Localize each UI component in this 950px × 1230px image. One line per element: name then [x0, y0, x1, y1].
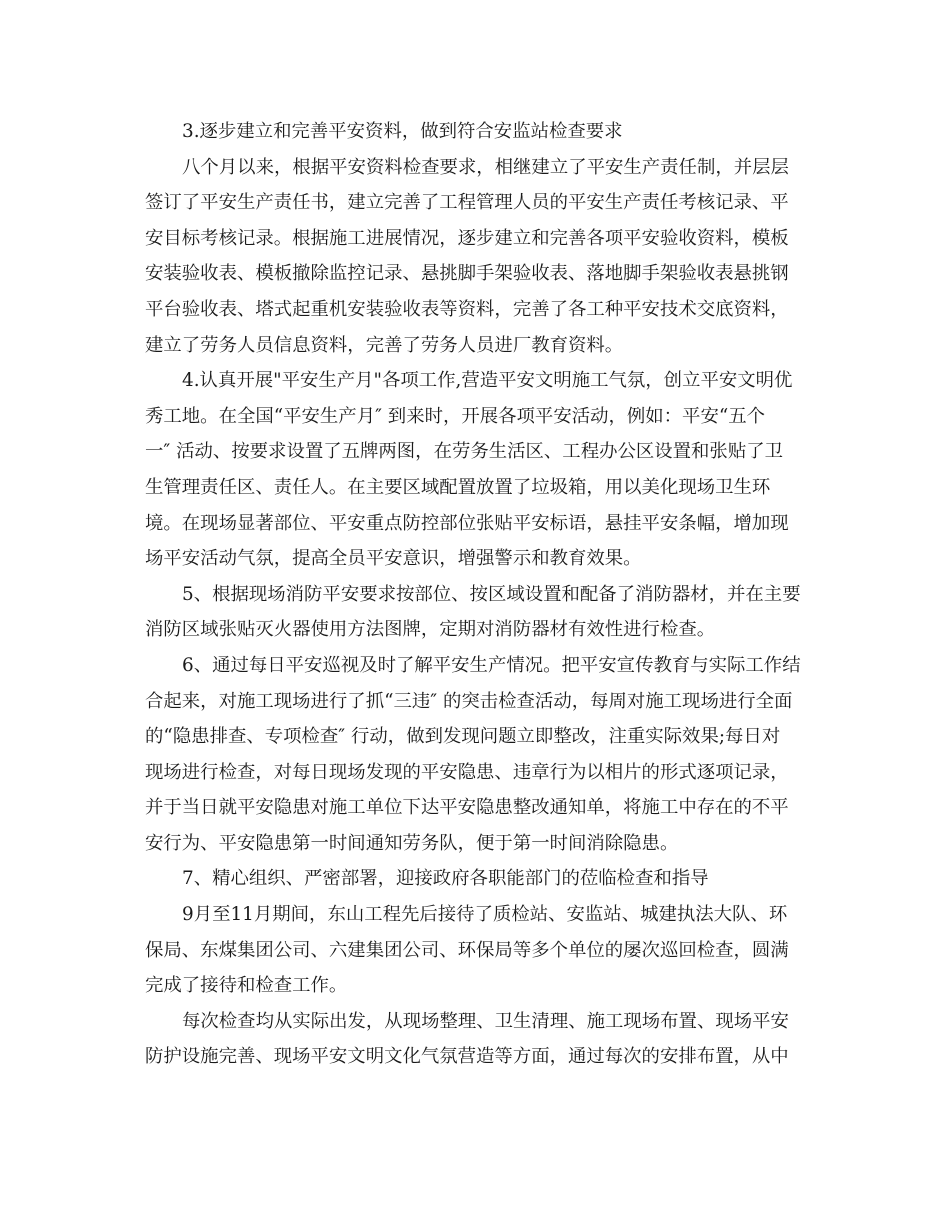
- text-line: 安行为、平安隐患第一时间通知劳务队，便于第一时间消除隐患。: [145, 832, 679, 854]
- text-line: 安装验收表、模板撤除监控记录、悬挑脚手架验收表、落地脚手架验收表悬挑钢: [145, 263, 789, 285]
- text-line: 生管理责任区、责任人。在主要区域配置放置了垃圾箱，用以美化现场卫生环: [145, 476, 771, 498]
- text-line: 秀工地。在全国“平安生产月″ 到来时，开展各项平安活动，例如：平安“五个: [145, 405, 766, 427]
- text-line: 八个月以来，根据平安资料检查要求，相继建立了平安生产责任制，并层层: [182, 156, 789, 178]
- text-line: 并于当日就平安隐患对施工单位下达平安隐患整改通知单，将施工中存在的不平: [145, 797, 789, 819]
- paragraph-4: [145, 577, 810, 648]
- paragraph-3: [145, 363, 810, 577]
- text-line: 每次检查均从实际出发，从现场整理、卫生清理、施工现场布置、现场平安: [182, 1010, 789, 1032]
- text-line: 建立了劳务人员信息资料，完善了劳务人员进厂教育资料。: [145, 334, 624, 356]
- text-line: 3.逐步建立和完善平安资料，做到符合安监站检查要求: [182, 121, 623, 142]
- text-line: 的“隐患排查、专项检查″ 行动，做到发现问题立即整改，注重实际效果;每日对: [145, 726, 781, 748]
- paragraph-5: [145, 648, 810, 862]
- text-line: 合起来，对施工现场进行了抓“三违″ 的突击检查活动，每周对施工现场进行全面: [145, 690, 793, 712]
- text-line: 4.认真开展"平安生产月"各项工作,营造平安文明施工气氛，创立平安文明优: [182, 370, 793, 392]
- text-line: 一″ 活动、按要求设置了五牌两图，在劳务生活区、工程办公区设置和张贴了卫: [145, 441, 783, 463]
- text-line: 场平安活动气氛，提高全员平安意识，增强警示和教育效果。: [145, 548, 642, 570]
- text-line: 5、根据现场消防平安要求按部位、按区域设置和配备了消防器材，并在主要: [182, 583, 801, 605]
- text-line: 现场进行检查，对每日现场发现的平安隐患、违章行为以相片的形式逐项记录，: [145, 761, 789, 783]
- text-line: 签订了平安生产责任书，建立完善了工程管理人员的平安生产责任考核记录、平: [145, 192, 789, 214]
- text-line: 6、通过每日平安巡视及时了解平安生产情况。把平安宣传教育与实际工作结: [182, 654, 801, 676]
- text-line: 平台验收表、塔式起重机安装验收表等资料，完善了各工种平安技术交底资料，: [145, 298, 789, 320]
- paragraph-2: [145, 150, 810, 364]
- paragraph-7: [145, 897, 810, 1004]
- paragraph-6: [145, 861, 810, 897]
- text-line: 9月至11月期间，东山工程先后接待了质检站、安监站、城建执法大队、环: [182, 904, 788, 926]
- text-line: 完成了接待和检查工作。: [145, 975, 348, 997]
- text-line: 保局、东煤集团公司、六建集团公司、环保局等多个单位的屡次巡回检查，圆满: [145, 939, 789, 961]
- text-line: 消防区域张贴灭火器使用方法图牌，定期对消防器材有效性进行检查。: [145, 619, 716, 641]
- text-line: 7、精心组织、严密部署，迎接政府各职能部门的莅临检查和指导: [182, 868, 709, 890]
- paragraph-1: [145, 114, 810, 150]
- document-body: [145, 114, 810, 1075]
- paragraph-8: [145, 1004, 810, 1075]
- text-line: 境。在现场显著部位、平安重点防控部位张贴平安标语，悬挂平安条幅，增加现: [145, 512, 789, 534]
- text-line: 安目标考核记录。根据施工进展情况，逐步建立和完善各项平安验收资料，模板: [145, 227, 789, 249]
- text-line: 防护设施完善、现场平安文明文化气氛营造等方面，通过每次的安排布置，从中: [145, 1046, 789, 1068]
